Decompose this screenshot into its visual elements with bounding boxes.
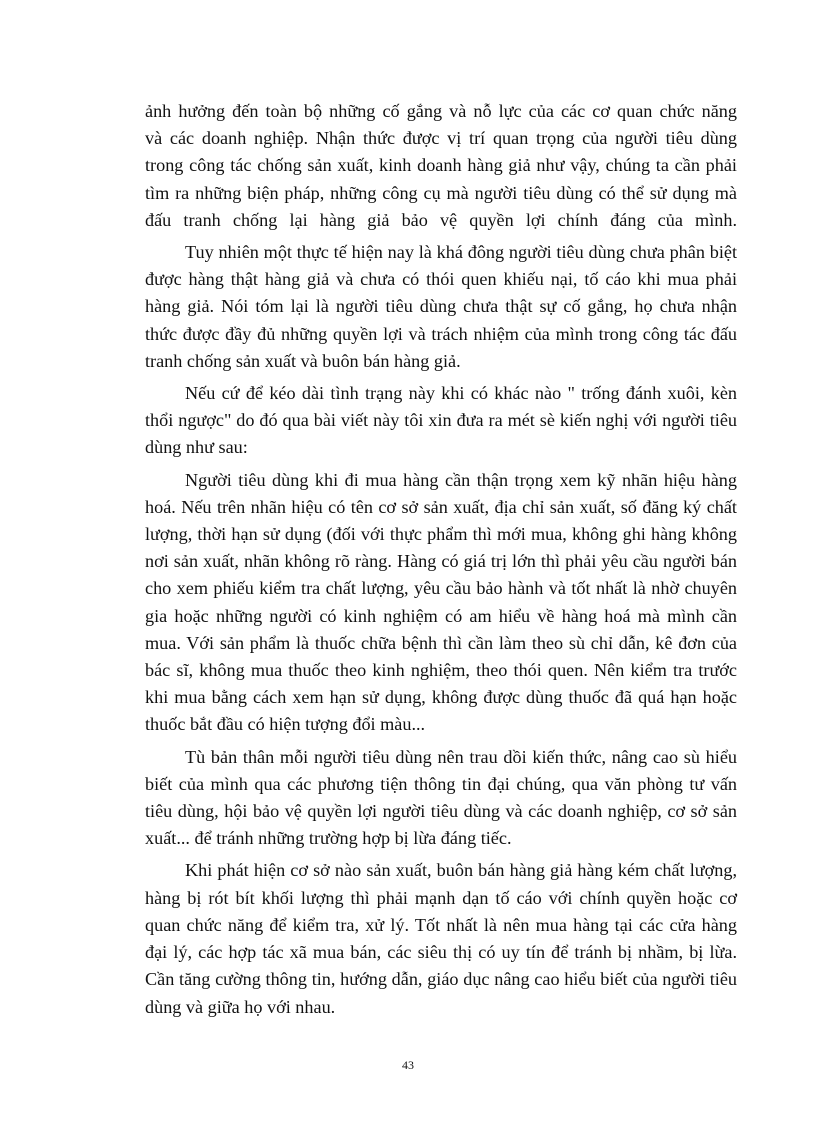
page-number: 43	[402, 1058, 414, 1072]
text-line: bác sĩ, không mua thuốc theo kinh nghiệm, theo thói quen. Nên kiểm tra trước	[145, 660, 737, 681]
text-line: quan chức năng để kiểm tra, xử lý. Tốt nhất là nên mua hàng tại các cửa hàng	[145, 914, 737, 935]
text-line: được hàng thật hàng giả và chưa có thói quen khiếu nại, tố cáo khi mua phải	[145, 269, 737, 290]
text-line: gia hoặc những người có kinh nghiệm có am hiểu về hàng hoá mà mình cần	[145, 605, 737, 626]
text-line: đấu tranh chống lại hàng giả bảo vệ quyền lợi chính đáng của mình.	[145, 209, 737, 230]
text-line: hoá. Nếu trên nhãn hiệu có tên cơ sở sản xuất, địa chỉ sản xuất, số đăng ký chất	[145, 496, 737, 517]
text-line: tìm ra những biện pháp, những công cụ mà người tiêu dùng có thể sử dụng mà	[145, 182, 737, 203]
text-line: dùng và giữa họ với nhau.	[145, 996, 336, 1017]
text-line: ảnh hưởng đến toàn bộ những cố gắng và nỗ lực của các cơ quan chức năng	[145, 101, 737, 121]
paragraph-5	[145, 744, 737, 853]
body-text	[145, 98, 737, 1026]
text-line: Cần tăng cường thông tin, hướng dẫn, giáo dục nâng cao hiểu biết của người tiêu	[145, 969, 737, 990]
text-line: trong công tác chống sản xuất, kinh doanh hàng giả như vậy, chúng ta cần phải	[145, 155, 737, 176]
text-line: thuốc bắt đầu có hiện tượng đổi màu...	[145, 714, 426, 735]
paragraph-2	[145, 239, 737, 375]
text-line: Người tiêu dùng khi đi mua hàng cần thận trọng xem kỹ nhãn hiệu hàng	[185, 469, 737, 490]
text-line: lượng, thời hạn sử dụng (đối với thực phẩm thì mới mua, không ghi hàng không	[145, 524, 737, 545]
text-line: Khi phát hiện cơ sở nào sản xuất, buôn bán hàng giả hàng kém chất lượng,	[185, 860, 737, 881]
text-line: dùng như sau:	[145, 437, 248, 458]
text-line: đại lý, các hợp tác xã mua bán, các siêu thị có uy tín để tránh bị nhầm, bị lừa.	[145, 942, 737, 963]
text-line: thổi ngược" do đó qua bài viết này tôi xin đưa ra mét sè kiến nghị với người tiêu	[145, 410, 737, 431]
text-line: cho xem phiếu kiểm tra chất lượng, yêu cầu bảo hành và tốt nhất là nhờ chuyên	[145, 578, 737, 599]
text-line: hàng bị rót bít khối lượng thì phải mạnh dạn tố cáo với chính quyền hoặc cơ	[145, 887, 737, 908]
text-line: tiêu dùng, hội bảo vệ quyền lợi người tiêu dùng và các doanh nghiệp, cơ sở sản	[145, 801, 737, 822]
text-line: tranh chống sản xuất và buôn bán hàng giả.	[145, 350, 461, 371]
text-line: Nếu cứ để kéo dài tình trạng này khi có khác nào " trống đánh xuôi, kèn	[185, 383, 737, 404]
text-line: Tuy nhiên một thực tế hiện nay là khá đông người tiêu dùng chưa phân biệt	[185, 242, 737, 263]
text-line: hàng giả. Nói tóm lại là người tiêu dùng chưa thật sự cố gắng, họ chưa nhận	[145, 296, 737, 317]
text-line: biết của mình qua các phương tiện thông tin đại chúng, qua văn phòng tư vấn	[145, 773, 737, 794]
paragraph-3	[145, 380, 737, 462]
paragraph-4	[145, 467, 737, 739]
paragraph-6	[145, 857, 737, 1020]
text-line: xuất... để tránh những trường hợp bị lừa đáng tiếc.	[145, 828, 512, 849]
paragraph-1	[145, 98, 737, 234]
text-line: thức được đầy đủ những quyền lợi và trách nhiệm của mình trong công tác đấu	[145, 323, 737, 344]
text-line: nơi sản xuất, nhãn không rõ ràng. Hàng có giá trị lớn thì phải yêu cầu người bán	[145, 551, 737, 572]
text-line: và các doanh nghiệp. Nhận thức được vị trí quan trọng của người tiêu dùng	[145, 128, 737, 149]
text-line: Tù bản thân mỗi người tiêu dùng nên trau dồi kiến thức, nâng cao sù hiểu	[185, 746, 737, 767]
text-line: mua. Với sản phẩm là thuốc chữa bệnh thì cần làm theo sù chỉ dẫn, kê đơn của	[145, 632, 737, 653]
text-line: khi mua bằng cách xem hạn sử dụng, không được dùng thuốc đã quá hạn hoặc	[145, 687, 737, 708]
